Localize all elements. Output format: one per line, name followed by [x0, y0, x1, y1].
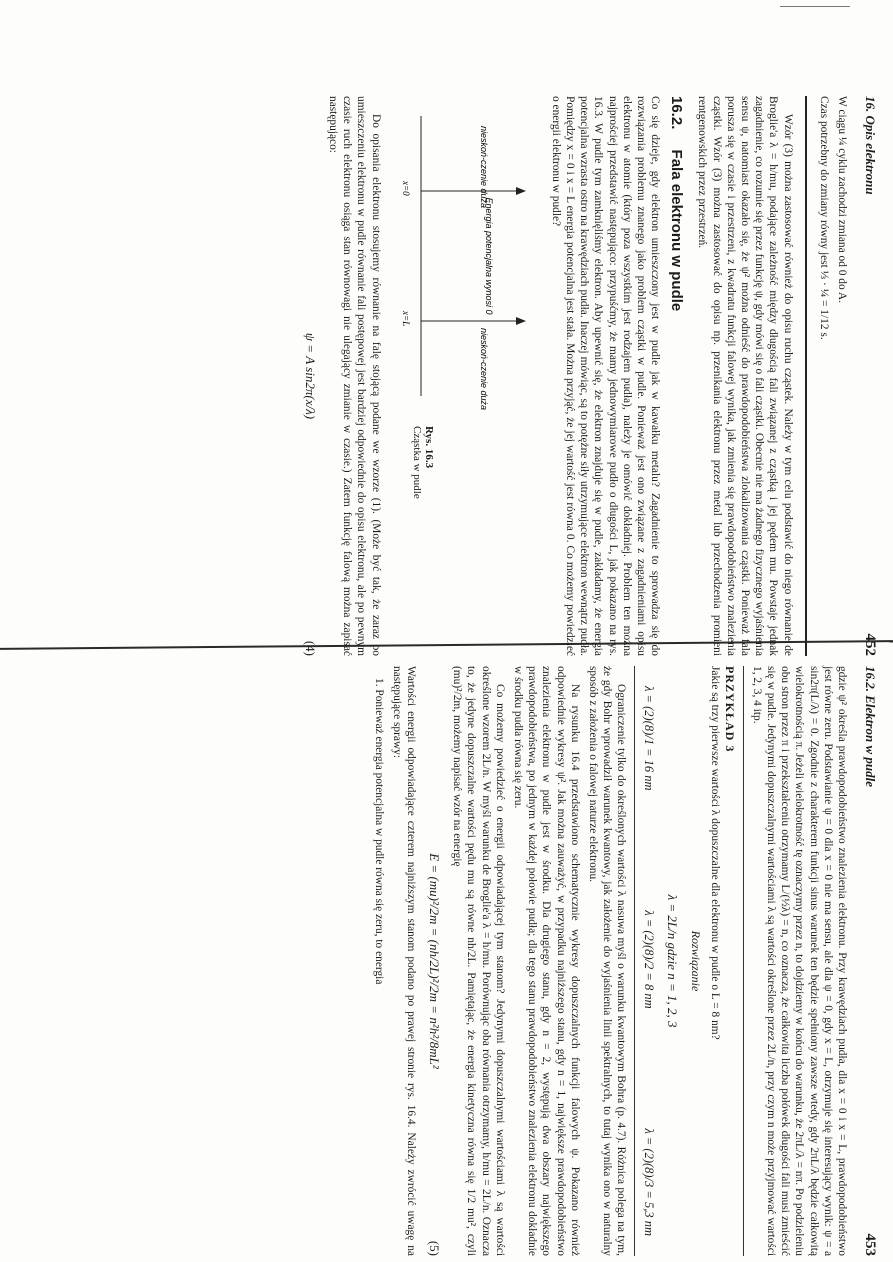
lambda-value: λ = (2)(8)/3 = 5,3 nm [642, 1128, 657, 1236]
formula-text: E = (mu)²/2m = (nh/2L)²/2m = n²h²/8mL² [426, 853, 442, 1069]
figure-16-3 [391, 96, 541, 656]
running-head [861, 96, 878, 656]
equation-number: (4) [302, 640, 318, 656]
running-title: 16.2. Elektron w pudle [863, 666, 878, 787]
label-right [479, 328, 489, 410]
figure-number: Rys. 16.3 [422, 426, 435, 469]
lambda-value: λ = (2)(8)/2 = 8 nm [642, 910, 657, 1009]
paragraph: Na rysunku 16.4 przedstawiono schematycznie wykresy dopuszczalnych funkcji falowych ψ. Pokazano również odpowiednie wykresy ψ². Jak można zauważyć, w przypadku najniższego stanu, gdy n = 1, największe prawdopodobieństwo znalezienia elektronu w pudle jest w środku. Dla drugiego stanu, gdy n = 2, występują dwa obszary największego prawdopodobieństwa, po jednym w każdej połowie pudła; dla tego stanu prawdopodobieństwo znalezienia elektronu dokładnie w środku pudła równa się zeru. [511, 666, 581, 1256]
divider [634, 666, 635, 1256]
divider [805, 96, 807, 656]
label-left-text: nieskoń-czenie duża [478, 126, 489, 209]
paragraph: Wzór (3) można zastosować również do opisu ruchu cząstek. Należy w tym celu podstawić do niego równanie de Broglie'a λ = h/mu, podające zależność między długością fali związanej z cząstką i jej pędem mu. Powstaje jednak zagadnienie, co rozumie się przez funkcję ψ, gdy mówi się o fali cząstki. Obecnie nie ma żadnego fizycznego wyjaśnienia sensu ψ, natomiast okazało się, że ψ² można odnieść do prawdopodobieństwa zlokalizowania cząstki. Ponieważ fala porusza się w czasie i przestrzeni, z kwadratu funkcji falowej wynika, jak zmienia się prawdopodobieństwo znalezienia cząstki. Wzór (3) można zastosować do opisu np. przenikania elektronu przez metal lub przechodzenia promieni rentgenowskich przez przestrzeń. [696, 96, 794, 656]
paragraph: gdzie ψ² określa prawdopodobieństwo znalezienia elektronu. Przy krawędziach pudła, dla x = 0 i x = L, prawdopodobieństwo jest równe zeru. Podstawianie ψ = 0 dla x = 0 nie ma sensu, ale dla ψ = 0, gdy x = L, otrzymuje się interesujący wynik: ψ = a sin2π(L/λ) = 0. Zgodnie z charakterem funkcji sinus warunek ten będzie spełniony zawsze wtedy, gdy 2πL/λ będzie całkowitą wielokrotnością π. Jeżeli wielokrotność tę oznaczymy przez n, to dojdziemy w końcu do warunku, że 2πL/λ = nπ. Po podzieleniu obu stron przez π i przekształceniu otrzymamy L/(½λ) = n, co oznacza, że całkowita liczba połówek długości fali musi zmieścić się w pudle. Jedynymi dopuszczalnymi wartościami λ są wartości określone przez 2L/n, przy czym n może przyjmować wartości 1, 2, 3, 4 itp. [750, 666, 848, 1256]
xL-label: x=L [400, 311, 411, 327]
right-wall-arrow-icon [516, 317, 526, 325]
lambda-values [641, 686, 656, 1236]
figure-caption-text: Cząstka w pudle [410, 426, 423, 499]
solution-formula [664, 666, 680, 1256]
example-heading: PRZYKŁAD 3 [722, 666, 737, 753]
intro-line: W ciągu ¼ cyklu zachodzi zmiana od 0 do A. [836, 96, 848, 303]
formula-5 [426, 666, 442, 1256]
solution-label: Rozwiązanie [689, 930, 704, 992]
label-right-text: nieskoń-czenie duża [478, 328, 489, 411]
divider [743, 666, 744, 1256]
running-title: 16. Opis elektronu [863, 96, 878, 195]
paragraph: Co się dzieje, gdy elektron umieszczony jest w pudle jak w kawałku metalu? Zagadnienie to sprowadza się do rozwiązania problemu znanego jako problem cząstki w pudle. Ponieważ jest ono związane z zagadnieniami opisu elektronu w atomie (który poza wszystkim jest rodzajem pudła), należy je omówić dokładniej. Problem ten można najprościej przedstawić następująco: przypuśćmy, że mamy jednowymiarowe pudło o długości L, jak pokazano na rys. 16.3. W pudle tym zamknięliśmy elektron. Aby upewnić się, że elektron znajduje się w pudle, zakładamy, że energia potencjalna wzrasta ostro na krawędziach pudła. Inaczej mówiąc, są to potężne siły utrzymujące elektron wewnątrz pudła. Pomiędzy x = 0 i x = L energia potencjalna jest stała. Można przyjąć, że jej wartość jest równa 0. Co możemy powiedzieć o energii elektronu w pudle? [549, 96, 662, 656]
scan-mark [780, 6, 850, 7]
label-center [484, 197, 494, 314]
example-question: Jakie są trzy pierwsze wartości λ dopuszczalne dla elektronu w pudle o L = 8 nm? [708, 666, 721, 1040]
equation-number: (5) [426, 1240, 442, 1256]
x0-label: x=0 [400, 181, 411, 196]
particle-in-box-diagram [391, 96, 541, 416]
page-number: 452 [862, 633, 878, 656]
label-center-text: Energia potencjalna wynosi 0 [483, 197, 494, 315]
paragraph: Co możemy powiedzieć o energii odpowiadającej tym stanom? Jedynymi dopuszczalnymi wartościami λ są wartości określone wzorem 2L/n. W myśl warunku de Broglie'a λ = h/mu. Porównując oba równania otrzymamy, h/mu = 2L/n. Oznacza to, że jedyne dopuszczalne wartości pędu mu są równe nh/2L. Pamiętając, że energia kinetyczna równa się 1/2 mu², czyli (mu)²/2m, możemy napisać wzór na energię [451, 666, 506, 1256]
intro-line: Czas potrzebny do zmiany równy jest ⅓ · ¼ = 1/12 s. [817, 96, 830, 340]
page-453 [128, 666, 878, 1256]
section-heading [668, 96, 685, 656]
formula-text: λ = 2L/n gdzie n = 1, 2, 3 [665, 894, 681, 1028]
section-number: 16.2. [668, 96, 686, 130]
formula-4 [302, 96, 318, 656]
paragraph: Do opisania elektronu stosujemy równanie na falę stojącą podane we wzorze (1). (Może być tak, że zaraz po umieszczeniu elektronu w pudle równanie fali postępowej jest bardziej odpowiednie do opisu elektronu, ale po pewnym czasie ruch elektronu osiąga stan równowagi nie ulegający zmianie w czasie.) Zatem funkcję falową można zapisać następująco: [326, 96, 382, 656]
label-left [479, 126, 489, 208]
lambda-value: λ = (2)(8)/1 = 16 nm [642, 686, 657, 791]
figure-caption [391, 426, 435, 499]
page-452 [128, 96, 878, 656]
section-title: Fala elektronu w pudle [668, 149, 686, 312]
paragraph: Ograniczenie tylko do określonych wartości λ nasuwa myśl o warunku kwantowym Bohra (p. 4.7). Różnica polega na tym, że gdy Bohr wprowadził warunek kwantowy, jak założenie do wyjaśnienia linii spektralnych, to tutaj wynika ono w naturalny sposób z założenia o falowej naturze elektronu. [586, 666, 628, 1256]
left-wall-arrow-icon [516, 187, 526, 195]
page-number: 453 [862, 1233, 878, 1256]
formula-text: ψ = A sin2π(x/λ) [302, 332, 318, 420]
paragraph: Wartości energii odpowiadające czterem najniższym stanom podano po prawej stronie rys. 16.4. Należy zwrócić uwagę na następujące sprawy: [390, 666, 417, 1256]
list-item: 1. Ponieważ energia potencjalna w pudle równa się zeru, to energia [372, 678, 385, 985]
running-head [861, 666, 878, 1256]
